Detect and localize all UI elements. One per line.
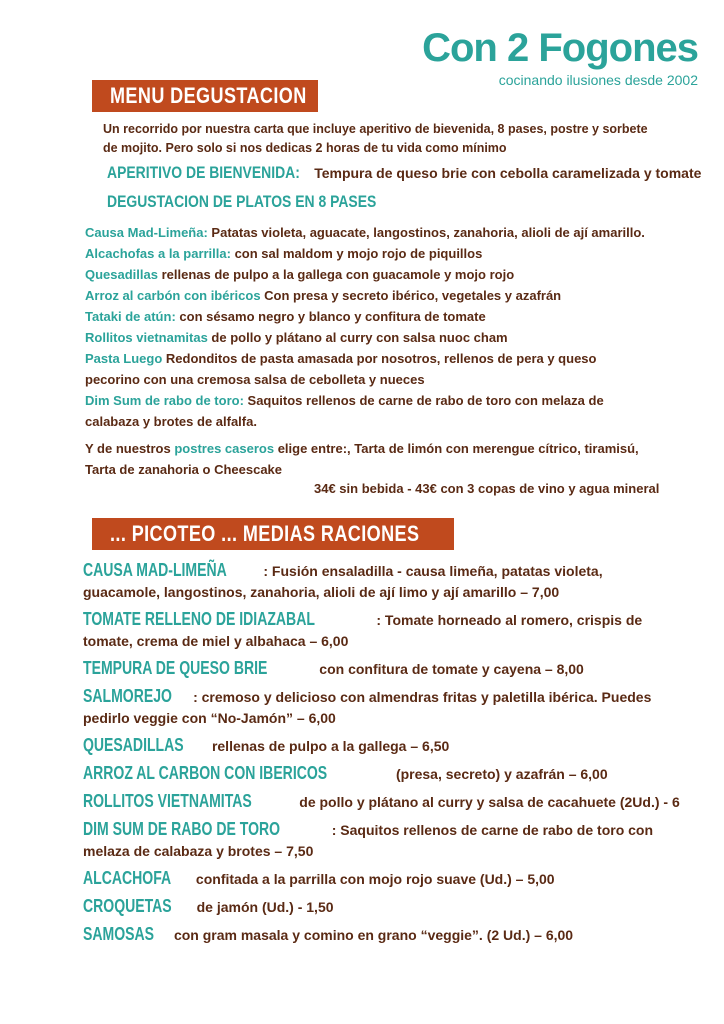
brand-tagline: cocinando ilusiones desde 2002	[498, 72, 698, 88]
list-item: Rollitos vietnamitas de pollo y plátano al curry con salsa nuoc cham	[85, 330, 508, 345]
list-item: ARROZ AL CARBON CON IBERICOS (presa, secreto) y azafrán – 6,00	[83, 763, 608, 783]
list-item: Tataki de atún: con sésamo negro y blanco y confitura de tomate	[85, 309, 486, 324]
list-item: Dim Sum de rabo de toro: Saquitos rellenos de carne de rabo de toro con melaza de calabaza y brotes de alfalfa.	[85, 393, 604, 429]
list-item: Alcachofas a la parrilla: con sal maldom y mojo rojo de piquillos	[85, 246, 483, 261]
list-item: ROLLITOS VIETNAMITAS de pollo y plátano al curry y salsa de cacahuete (2Ud.) - 6	[83, 791, 680, 811]
aperitivo-label: APERITIVO DE BIENVENIDA:	[107, 163, 300, 182]
list-item: CAUSA MAD-LIMEÑA : Fusión ensaladilla - causa limeña, patatas violeta, guacamole, langostinos, zanahoria, alioli de ají limo y ají amarillo – 7,00	[83, 560, 603, 600]
degustacion-heading	[107, 192, 435, 212]
menu-dish-list	[85, 222, 685, 432]
dessert-line: Y de nuestros postres caseros elige entre:, Tarta de limón con merengue cítrico, tiramisú, Tarta de zanahoria o Cheescake	[85, 441, 639, 477]
brand-logo	[422, 28, 698, 88]
aperitivo-row	[107, 163, 701, 183]
menu-degustacion-banner	[92, 80, 318, 112]
menu-price: 34€ sin bebida - 43€ con 3 copas de vino y agua mineral	[314, 481, 660, 496]
list-item: TEMPURA DE QUESO BRIE con confitura de tomate y cayena – 8,00	[83, 658, 584, 678]
menu-degustacion-title: MENU DEGUSTACION	[110, 83, 307, 108]
brand-name: Con 2 Fogones	[422, 26, 698, 70]
degustacion-label: DEGUSTACION DE PLATOS EN 8 PASES	[107, 192, 377, 211]
list-item: Arroz al carbón con ibéricos Con presa y secreto ibérico, vegetales y azafrán	[85, 288, 562, 303]
list-item: Quesadillas rellenas de pulpo a la gallega con guacamole y mojo rojo	[85, 267, 515, 282]
picoteo-title: ... PICOTEO ... MEDIAS RACIONES	[110, 521, 420, 546]
list-item: ALCACHOFA confitada a la parrilla con mojo rojo suave (Ud.) – 5,00	[83, 868, 555, 888]
list-item: QUESADILLAS rellenas de pulpo a la gallega – 6,50	[83, 735, 450, 755]
list-item: SAMOSAS con gram masala y comino en grano “veggie”. (2 Ud.) – 6,00	[83, 924, 574, 944]
list-item: Causa Mad-Limeña: Patatas violeta, aguacate, langostinos, zanahoria, alioli de ají amarillo.	[85, 225, 645, 240]
menu-intro: Un recorrido por nuestra carta que incluye aperitivo de bievenida, 8 pases, postre y sorbete de mojito. Pero solo si nos dedicas 2 horas de tu vida como mínimo	[103, 122, 648, 155]
dessert-name: postres caseros	[174, 441, 275, 456]
list-item: CROQUETAS de jamón (Ud.) - 1,50	[83, 896, 334, 916]
list-item: DIM SUM DE RABO DE TORO : Saquitos rellenos de carne de rabo de toro con melaza de calabaza y brotes – 7,50	[83, 819, 654, 859]
aperitivo-text: Tempura de queso brie con cebolla caramelizada y tomate	[314, 165, 702, 181]
picoteo-list	[83, 560, 683, 952]
list-item: TOMATE RELLENO DE IDIAZABAL : Tomate horneado al romero, crispis de tomate, crema de miel y albahaca – 6,00	[83, 609, 643, 649]
list-item: Pasta Luego Redonditos de pasta amasada por nosotros, rellenos de pera y queso pecorino con una cremosa salsa de cebolleta y nueces	[85, 351, 597, 387]
list-item: SALMOREJO : cremoso y delicioso con almendras fritas y paletilla ibérica. Puedes pedirlo veggie con “No-Jamón” – 6,00	[83, 686, 652, 726]
picoteo-banner	[92, 518, 454, 550]
